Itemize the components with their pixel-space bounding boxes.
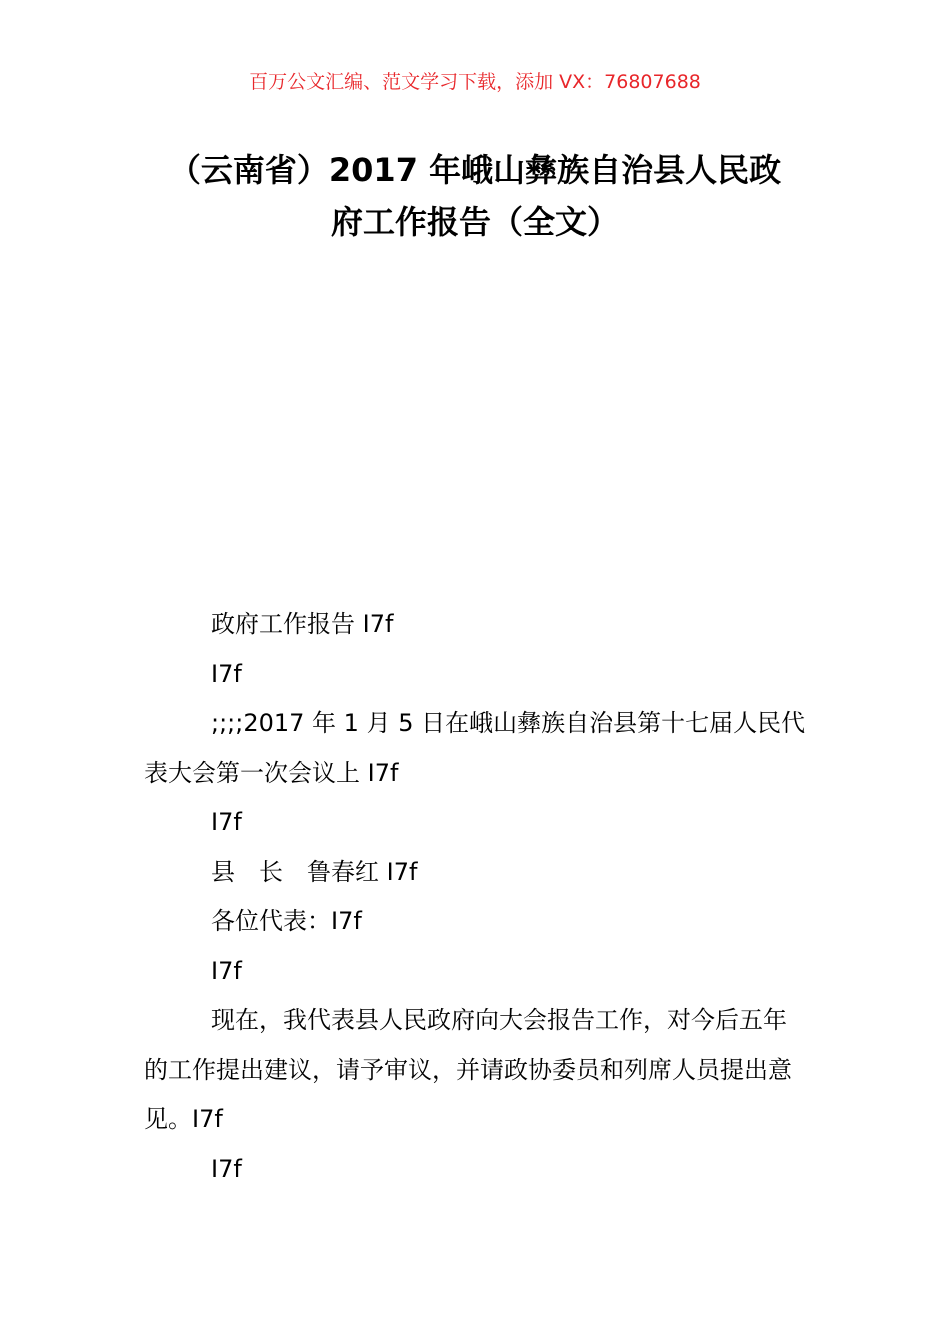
paragraph: I7f — [211, 808, 242, 836]
paragraph: I7f — [211, 659, 242, 688]
paragraph: 县 长 鲁春红 I7f — [211, 857, 418, 886]
paragraph: ;;;;2017 年 1 月 5 日在峨山彝族自治县第十七届人民代表大会第一次会议上 I7f — [144, 709, 806, 787]
document-title-line-2: 府工作报告（全文） — [330, 203, 619, 241]
paragraph: I7f — [211, 956, 242, 985]
paragraph: 现在，我代表县人民政府向大会报告工作，对今后五年的工作提出建议，请予审议，并请政协委员和列席人员提出意见。I7f — [144, 1006, 792, 1133]
paragraph: 政府工作报告 I7f — [211, 610, 394, 638]
document-title-line-1: （云南省）2017 年峨山彝族自治县人民政 — [168, 151, 782, 189]
document-body — [144, 600, 808, 1194]
paragraph: I7f — [211, 1154, 242, 1183]
header-banner: 百万公文汇编、范文学习下载，添加 VX：76807688 — [249, 71, 701, 93]
paragraph: 各位代表：I7f — [211, 907, 362, 935]
